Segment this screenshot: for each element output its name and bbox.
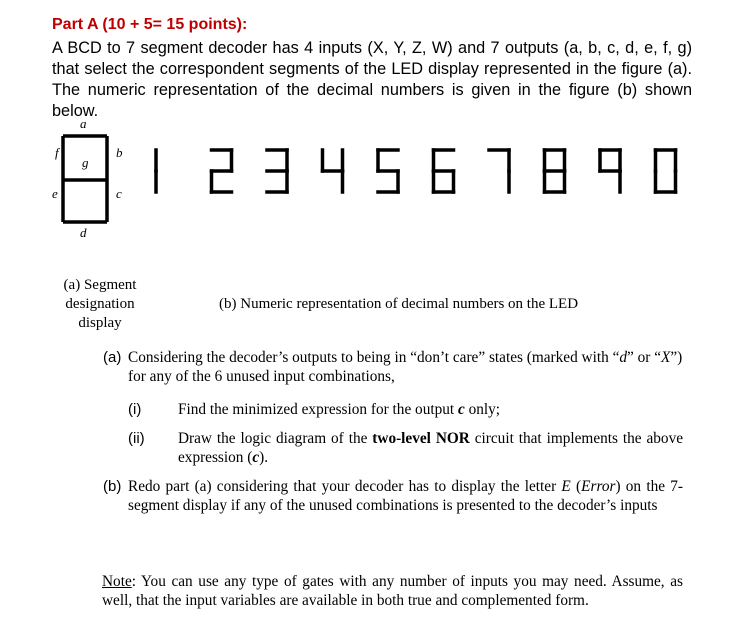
note-paragraph (102, 572, 683, 610)
digit-9 (600, 150, 620, 192)
question-b-paren-open: ( (570, 478, 582, 495)
digit-4 (323, 150, 343, 192)
segment-label-a: a (80, 116, 87, 131)
digit-7 (489, 150, 509, 192)
segment-label-c: c (116, 186, 122, 201)
question-a-ii-text-mid: circuit that implements the above expression ( (178, 430, 684, 466)
question-a-text-post: ”) for any of the 6 unused input combinations, (128, 349, 683, 385)
question-b-marker: (b) (103, 478, 122, 495)
dont-care-x: X (661, 349, 671, 366)
segment-label-d: d (80, 225, 87, 240)
question-a-i-text-post: only; (464, 401, 501, 418)
dont-care-d: d (619, 349, 628, 366)
output-c-var: c (457, 401, 465, 418)
output-c-var-2: c (252, 449, 260, 466)
digit-3 (267, 150, 287, 192)
segment-label-g: g (82, 155, 89, 170)
digit-8 (545, 150, 565, 192)
segment-label-e: e (52, 186, 58, 201)
caption-a: (a) Segment designation display (63, 277, 137, 331)
note-text: : You can use any type of gates with any number of inputs you may need. Assume, as well, that the input variables are available in both true and complemented form. (102, 573, 683, 609)
segment-label-b: b (116, 145, 123, 160)
question-b-text (128, 477, 683, 515)
digit-6 (434, 150, 454, 192)
question-a-i-marker: (i) (128, 401, 142, 418)
question-a-ii-text-post: ). (259, 449, 269, 466)
digit-0 (656, 150, 676, 192)
digit-5 (378, 150, 398, 192)
question-a-text-mid: ” or “ (627, 349, 661, 366)
question-a-marker: (a) (103, 349, 122, 366)
question-b-text-post: ) on the 7-segment display if any of the unused combinations is presented to the decoder’s inputs (128, 478, 684, 514)
question-a-i-text-pre: Find the minimized expression for the output (178, 401, 458, 418)
seven-segment-figure (0, 0, 744, 260)
question-a-ii-text (178, 429, 683, 467)
caption-b: (b) Numeric representation of decimal numbers on the LED (219, 296, 579, 312)
segment-designation-display (63, 136, 107, 222)
two-level-nor-bold: two-level NOR (372, 430, 470, 447)
question-a-text-pre: Considering the decoder’s outputs to being in “don’t care” states (marked with “ (128, 349, 620, 366)
note-label: Note (102, 573, 132, 590)
question-b-text-pre: Redo part (a) considering that your decoder has to display the letter (128, 478, 562, 495)
error-word: Error (581, 478, 616, 495)
question-a-ii-text-pre: Draw the logic diagram of the (178, 430, 373, 447)
part-title: Part A (10 + 5= 15 points): (52, 16, 248, 33)
letter-e: E (561, 478, 571, 495)
question-a-ii-marker: (ii) (128, 430, 145, 447)
digit-row (156, 150, 676, 192)
question-a-i-text (178, 400, 683, 419)
intro-paragraph: A BCD to 7 segment decoder has 4 inputs (X, Y, Z, W) and 7 outputs (a, b, c, d, e, f, g) that select the correspondent segments of the LED display represented in the figure (a). The numeric representation of the decimal numbers is given in the figure (b) shown below. (52, 39, 692, 120)
segment-label-f: f (55, 145, 59, 160)
digit-2 (212, 150, 232, 192)
question-a-text (128, 348, 683, 386)
